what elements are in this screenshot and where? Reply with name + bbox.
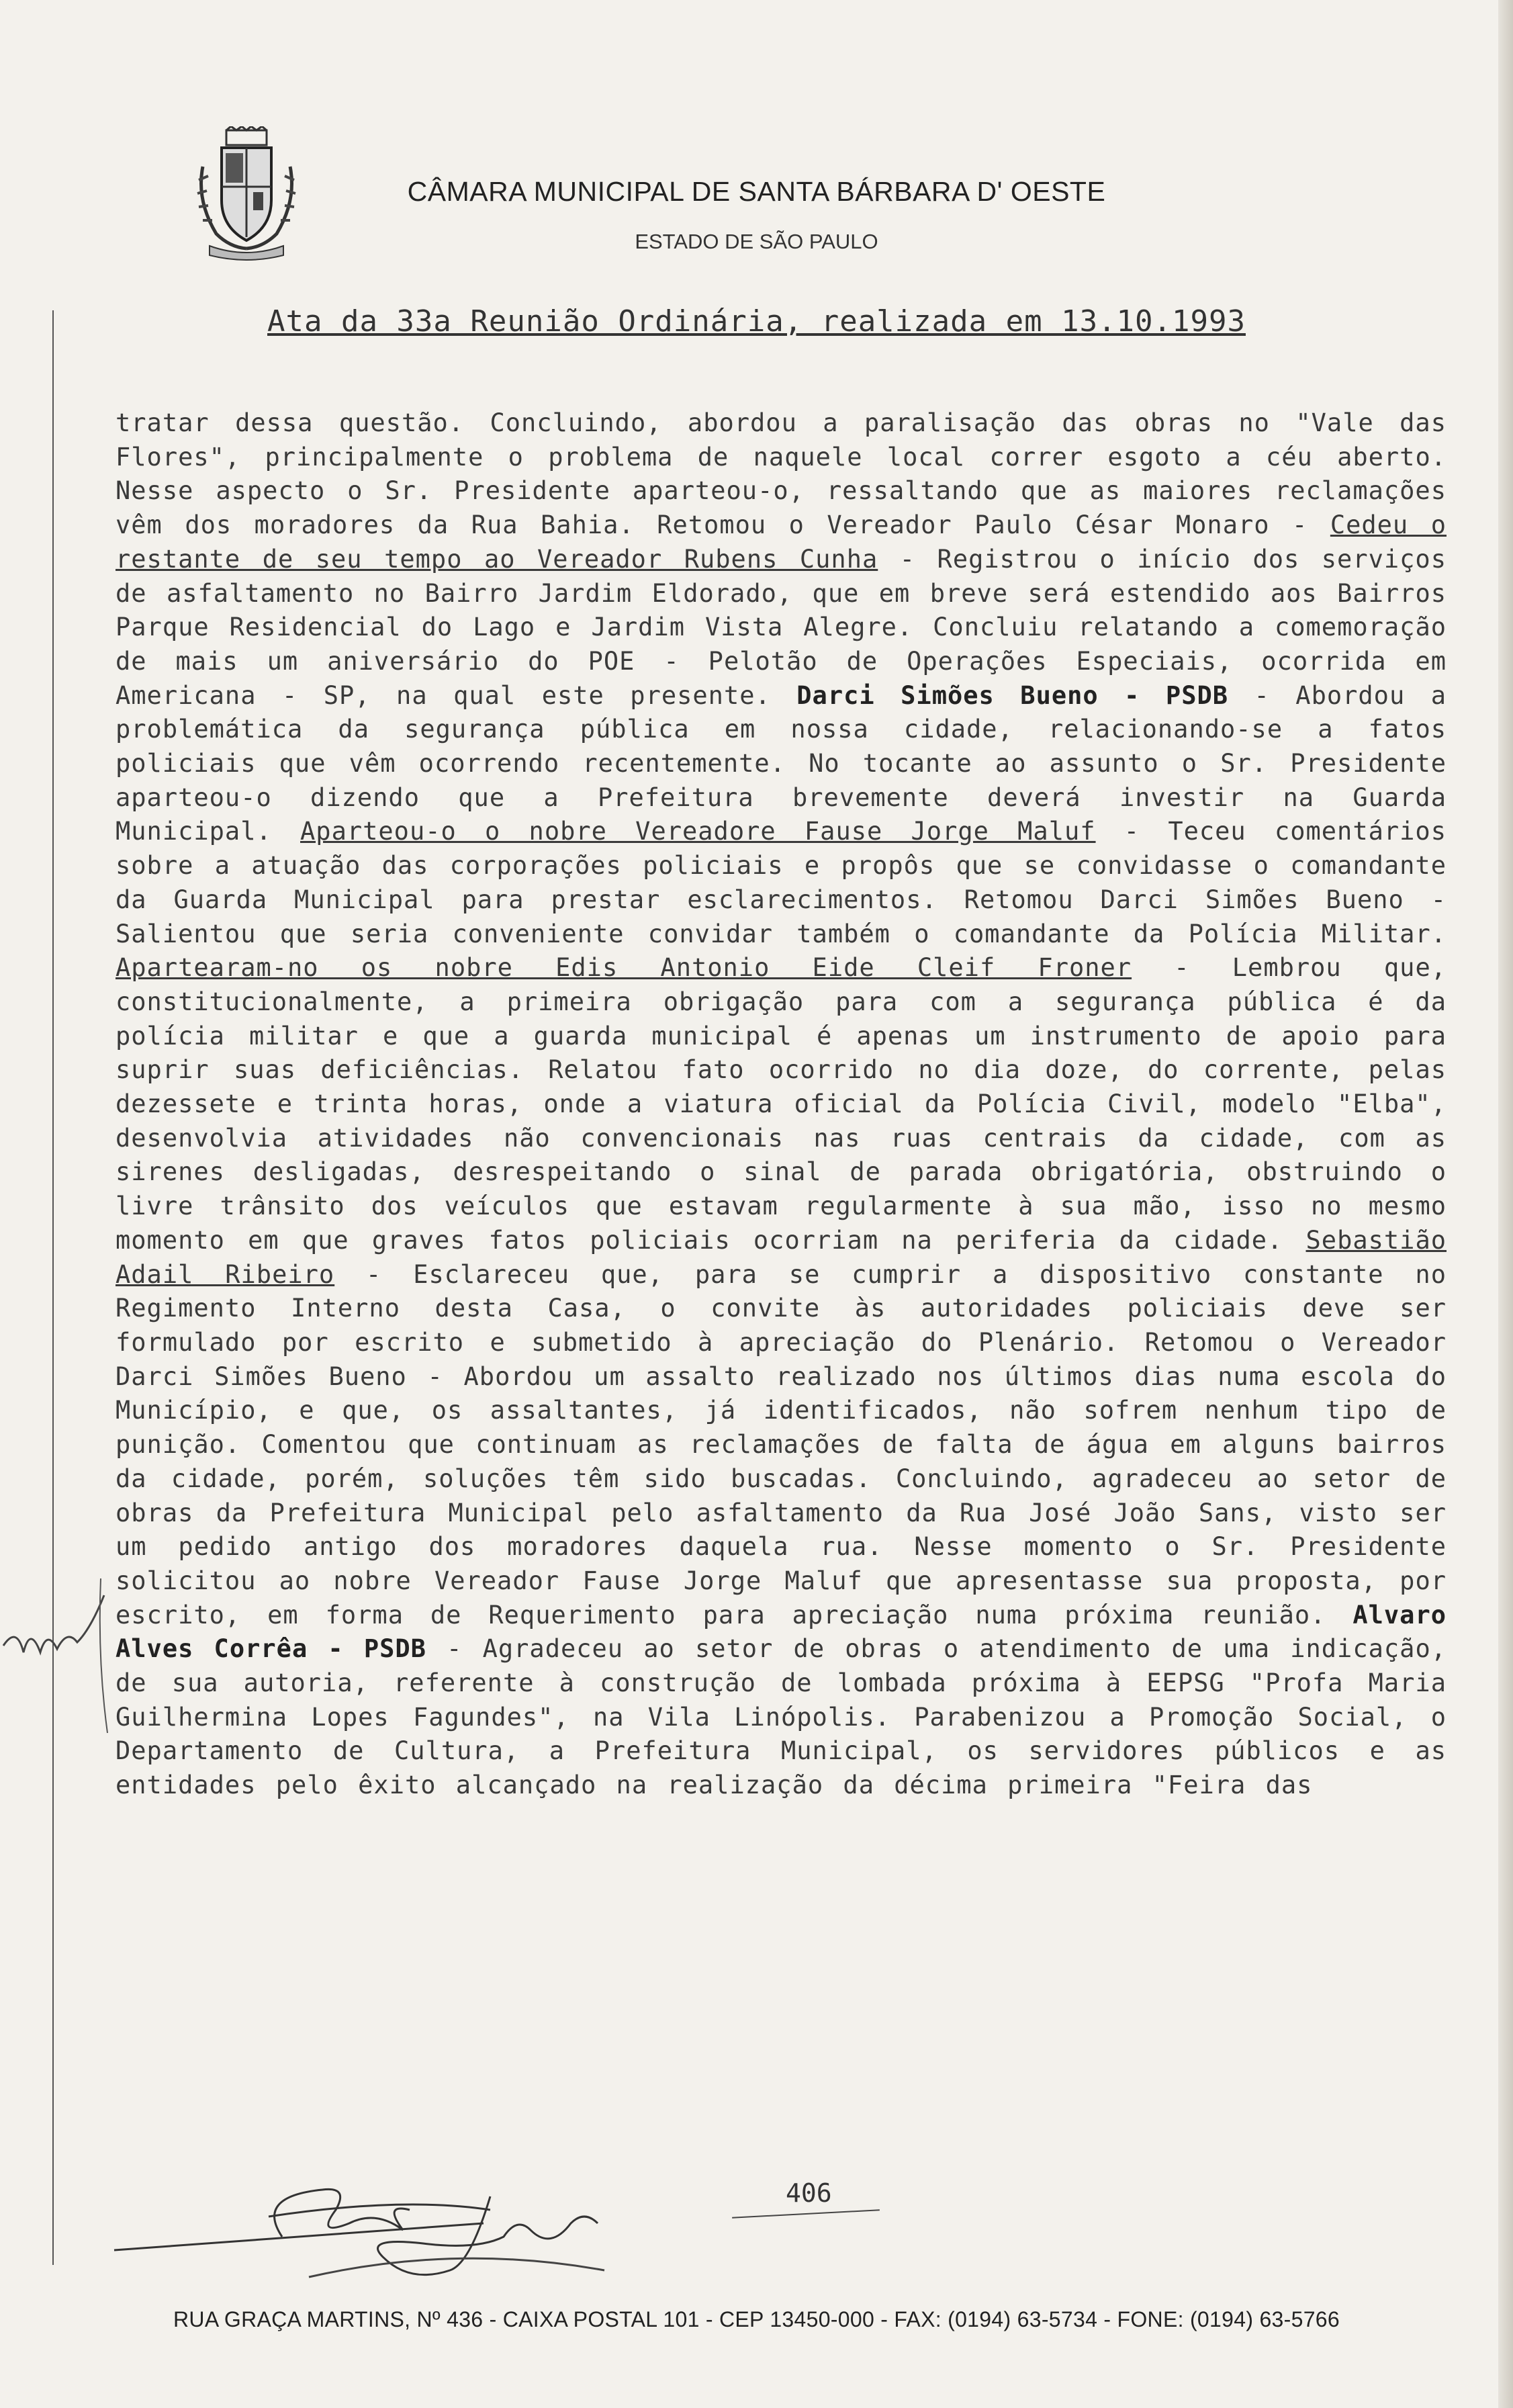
speaker-underlined: Cedeu o restante de seu tempo ao Vereador Rubens Cunha	[116, 510, 1447, 574]
text-segment: - Agradeceu ao setor de obras o atendimento de uma indicação, de sua autoria, referente à construção de lombada próxima à EEPSG "Profa Maria Guilhermina Lopes Fagundes", na Vila Linópolis. Parabenizou a Promoção Social, o Departamento de Cultura, a Prefeitura Municipal, os servidores públicos e as entidades pelo êxito alcançado na realização da décima primeira "Feira das	[116, 1634, 1447, 1800]
text-segment: - Abordou a problemática da segurança pública em nossa cidade, relacionando-se a fatos policiais que vêm ocorrendo recentemente. No tocante ao assunto o Sr. Presidente aparteou-o dizendo que a Prefeitura brevemente deverá investir na Guarda Municipal.	[116, 680, 1447, 846]
institution-state: ESTADO DE SÃO PAULO	[635, 230, 878, 253]
speaker-bold: Alvaro Alves Corrêa - PSDB	[116, 1600, 1447, 1664]
page-number: 406	[786, 2178, 832, 2208]
document-title: Ata da 33a Reunião Ordinária, realizada em 13.10.1993	[267, 304, 1246, 339]
margin-signature-icon	[0, 1565, 134, 1740]
speaker-underlined: Aparteou-o o nobre Vereadore Fause Jorge Maluf	[300, 817, 1096, 846]
minutes-paragraph	[116, 406, 1447, 1803]
left-margin-rule	[52, 310, 54, 2265]
text-segment: tratar dessa questão. Concluindo, abordou a paralisação das obras no "Vale das Flores", principalmente o problema de naquele local correr esgoto a céu aberto. Nesse aspecto o Sr. Presidente aparteou-o, ressaltando que as maiores reclamações vêm dos moradores da Rua Bahia. Retomou o Vereador Paulo César Monaro -	[116, 408, 1447, 540]
institution-name: CÂMARA MUNICIPAL DE SANTA BÁRBARA D' OESTE	[407, 176, 1106, 207]
speaker-bold: Darci Simões Bueno - PSDB	[796, 680, 1229, 710]
signatures-icon	[107, 2183, 712, 2304]
speaker-underlined: Sebastião Adail Ribeiro	[116, 1225, 1447, 1289]
footer-address: RUA GRAÇA MARTINS, Nº 436 - CAIXA POSTAL 101 - CEP 13450-000 - FAX: (0194) 63-5734 - FONE: (0194) 63-5766	[173, 2307, 1340, 2331]
text-segment: - Esclareceu que, para se cumprir a dispositivo constante no Regimento Interno desta Casa, o convite às autoridades policiais deve ser formulado por escrito e submetido à apreciação do Plenário. Retomou o Vereador Darci Simões Bueno - Abordou um assalto realizado nos últimos dias numa escola do Município, e que, os assaltantes, já identificados, não sofrem nenhum tipo de punição. Comentou que continuam as reclamações de falta de água em alguns bairros da cidade, porém, soluções têm sido buscadas. Concluindo, agradeceu ao setor de obras da Prefeitura Municipal pelo asfaltamento da Rua José João Sans, visto ser um pedido antigo dos moradores daquela rua. Nesse momento o Sr. Presidente solicitou ao nobre Vereador Fause Jorge Maluf que apresentasse sua proposta, por escrito, em forma de Requerimento para apreciação numa próxima reunião.	[116, 1259, 1447, 1630]
text-segment: - Registrou o início dos serviços de asfaltamento no Bairro Jardim Eldorado, que em breve será estendido aos Bairros Parque Residencial do Lago e Jardim Vista Alegre. Concluiu relatando a comemoração de mais um aniversário do POE - Pelotão de Operações Especiais, ocorrida em Americana - SP, na qual este presente.	[116, 544, 1447, 710]
text-segment: - Teceu comentários sobre a atuação das corporações policiais e propôs que se convidasse o comandante da Guarda Municipal para prestar esclarecimentos. Retomou Darci Simões Bueno - Salientou que seria conveniente convidar também o comandante da Polícia Militar.	[116, 817, 1447, 948]
text-segment: - Lembrou que, constitucionalmente, a primeira obrigação para com a segurança pública é da polícia militar e que a guarda municipal é apenas um instrumento de apoio para suprir suas deficiências. Relatou fato ocorrido no dia doze, do corrente, pelas dezessete e trinta horas, onde a viatura oficial da Polícia Civil, modelo "Elba", desenvolvia atividades não convencionais nas ruas centrais da cidade, com as sirenes desligadas, desrespeitando o sinal de parada obrigatória, obstruindo o livre trânsito dos veículos que estavam regularmente à sua mão, isso no mesmo momento em que graves fatos policiais ocorriam na periferia da cidade.	[116, 953, 1447, 1255]
binding-edge	[1498, 0, 1513, 2408]
page-number-rule	[732, 2209, 880, 2219]
minutes-body	[116, 406, 1447, 1803]
speaker-underlined: Apartearam-no os nobre Edis Antonio Eide Cleif Froner	[116, 953, 1132, 983]
